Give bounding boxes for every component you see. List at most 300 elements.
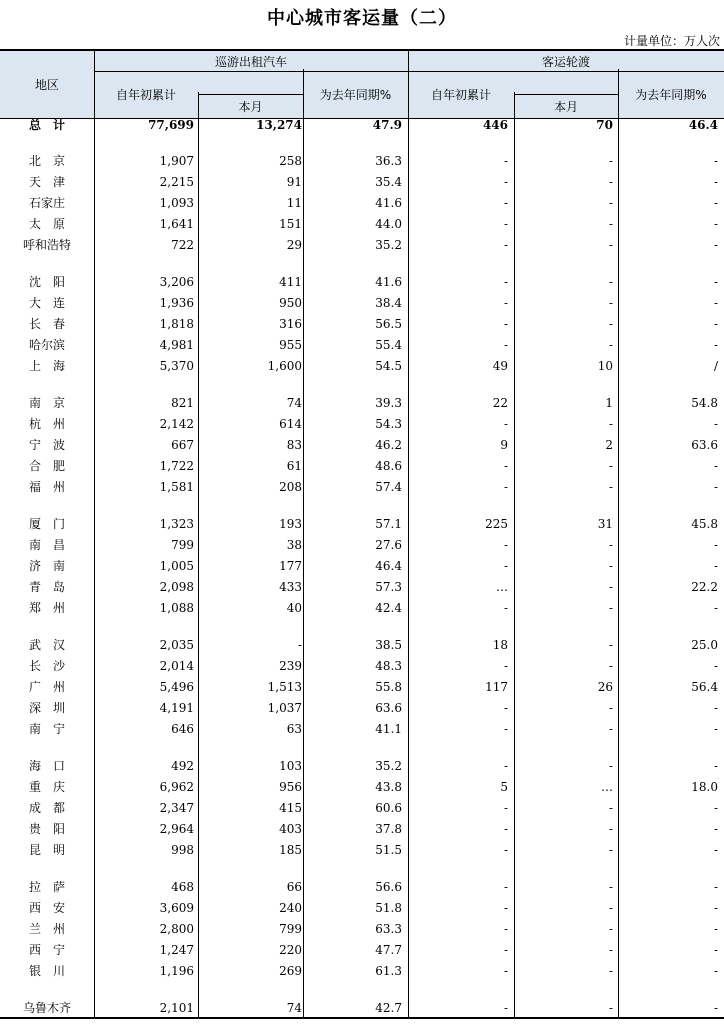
taxi-yoy-cell: 41.6 bbox=[375, 275, 402, 289]
total-row bbox=[0, 115, 724, 136]
taxi-month-cell: 74 bbox=[286, 1001, 302, 1015]
table-row bbox=[0, 898, 724, 919]
taxi-yoy-cell: 46.2 bbox=[375, 438, 402, 452]
row-name: 杭 州 bbox=[28, 417, 65, 431]
header-taxi: 巡游出租汽车 bbox=[214, 54, 287, 69]
taxi-ytd-cell: 2,800 bbox=[159, 922, 194, 936]
taxi-ytd-cell: 2,142 bbox=[159, 417, 194, 431]
ferry-ytd-cell: - bbox=[503, 538, 508, 552]
ferry-ytd-cell: - bbox=[503, 559, 508, 573]
taxi-month-cell: 83 bbox=[286, 438, 302, 452]
row-name: 天 津 bbox=[28, 175, 65, 189]
table-row bbox=[0, 393, 724, 414]
ferry-yoy-cell: / bbox=[713, 359, 718, 373]
ferry-month-cell: - bbox=[608, 901, 613, 915]
ferry-ytd-cell: - bbox=[503, 843, 508, 857]
ferry-month-cell: - bbox=[608, 317, 613, 331]
ferry-ytd-cell: 446 bbox=[482, 118, 508, 132]
ferry-month-cell: - bbox=[608, 538, 613, 552]
taxi-yoy-cell: 63.3 bbox=[375, 922, 402, 936]
taxi-ytd-cell: 1,581 bbox=[159, 480, 194, 494]
taxi-ytd-cell: 2,215 bbox=[159, 175, 194, 189]
taxi-month-cell: 38 bbox=[286, 538, 302, 552]
ferry-ytd-cell: - bbox=[503, 217, 508, 231]
ferry-yoy-cell: - bbox=[713, 722, 718, 736]
ferry-yoy-cell: 46.4 bbox=[688, 118, 718, 132]
ferry-month-cell: 2 bbox=[605, 438, 613, 452]
row-name: 太 原 bbox=[28, 217, 65, 231]
ferry-yoy-cell: - bbox=[713, 417, 718, 431]
ferry-month-cell: - bbox=[608, 154, 613, 168]
ferry-ytd-cell: - bbox=[503, 759, 508, 773]
ferry-month-cell: - bbox=[608, 922, 613, 936]
ferry-yoy-cell: 63.6 bbox=[691, 438, 718, 452]
ferry-yoy-cell: 25.0 bbox=[691, 638, 718, 652]
ferry-ytd-cell: - bbox=[503, 659, 508, 673]
taxi-yoy-cell: 39.3 bbox=[375, 396, 402, 410]
taxi-month-cell: - bbox=[297, 638, 302, 652]
ferry-month-cell: - bbox=[608, 559, 613, 573]
taxi-month-cell: 239 bbox=[279, 659, 302, 673]
taxi-yoy-cell: 57.1 bbox=[375, 517, 402, 531]
taxi-ytd-cell: 3,609 bbox=[159, 901, 194, 915]
ferry-month-cell: - bbox=[608, 722, 613, 736]
table-row bbox=[0, 798, 724, 819]
ferry-ytd-cell: - bbox=[503, 275, 508, 289]
ferry-ytd-cell: - bbox=[503, 417, 508, 431]
table-row bbox=[0, 877, 724, 898]
ferry-yoy-cell: - bbox=[713, 601, 718, 615]
taxi-ytd-cell: 2,035 bbox=[159, 638, 194, 652]
row-name: 青 岛 bbox=[28, 580, 65, 594]
table-row bbox=[0, 719, 724, 740]
taxi-ytd-cell: 492 bbox=[171, 759, 194, 773]
table-row bbox=[0, 293, 724, 314]
taxi-ytd-cell: 1,093 bbox=[159, 196, 194, 210]
table-row bbox=[0, 840, 724, 861]
taxi-ytd-cell: 4,981 bbox=[159, 338, 194, 352]
taxi-month-cell: 258 bbox=[279, 154, 302, 168]
taxi-ytd-cell: 5,370 bbox=[159, 359, 194, 373]
taxi-yoy-cell: 41.6 bbox=[375, 196, 402, 210]
taxi-yoy-cell: 35.4 bbox=[375, 175, 402, 189]
taxi-yoy-cell: 42.7 bbox=[375, 1001, 402, 1015]
row-name: 深 圳 bbox=[28, 701, 65, 715]
ferry-ytd-cell: 117 bbox=[485, 680, 508, 694]
ferry-yoy-cell: - bbox=[713, 1001, 718, 1015]
ferry-month-cell: 10 bbox=[597, 359, 613, 373]
table-row bbox=[0, 698, 724, 719]
ferry-month-cell: - bbox=[608, 175, 613, 189]
taxi-yoy-cell: 55.8 bbox=[375, 680, 402, 694]
taxi-yoy-cell: 56.6 bbox=[375, 880, 402, 894]
table-header bbox=[0, 49, 724, 119]
taxi-yoy-cell: 38.5 bbox=[375, 638, 402, 652]
row-name: 大 连 bbox=[28, 296, 65, 310]
table-row bbox=[0, 335, 724, 356]
table-row bbox=[0, 151, 724, 172]
ferry-month-cell: 26 bbox=[597, 680, 613, 694]
row-name: 厦 门 bbox=[28, 517, 65, 531]
row-name: 石家庄 bbox=[28, 196, 65, 210]
taxi-ytd-cell: 1,088 bbox=[159, 601, 194, 615]
row-name: 广 州 bbox=[28, 680, 65, 694]
table-row bbox=[0, 656, 724, 677]
ferry-yoy-cell: - bbox=[713, 943, 718, 957]
taxi-ytd-cell: 5,496 bbox=[159, 680, 194, 694]
taxi-ytd-cell: 722 bbox=[171, 238, 194, 252]
header-taxi-yoy: 为去年同期% bbox=[319, 87, 392, 102]
table-row bbox=[0, 940, 724, 961]
taxi-ytd-cell: 3,206 bbox=[159, 275, 194, 289]
row-name: 济 南 bbox=[28, 559, 65, 573]
taxi-ytd-cell: 1,907 bbox=[159, 154, 194, 168]
table-row bbox=[0, 514, 724, 535]
row-name: 兰 州 bbox=[28, 922, 65, 936]
ferry-yoy-cell: - bbox=[713, 822, 718, 836]
ferry-ytd-cell: - bbox=[503, 459, 508, 473]
taxi-yoy-cell: 46.4 bbox=[375, 559, 402, 573]
taxi-yoy-cell: 55.4 bbox=[375, 338, 402, 352]
ferry-month-cell: 70 bbox=[596, 118, 613, 132]
taxi-month-cell: 411 bbox=[279, 275, 302, 289]
ferry-month-cell: - bbox=[608, 1001, 613, 1015]
ferry-month-cell: - bbox=[608, 296, 613, 310]
taxi-ytd-cell: 6,962 bbox=[159, 780, 194, 794]
ferry-month-cell: - bbox=[608, 459, 613, 473]
table-row bbox=[0, 756, 724, 777]
row-name: 南 昌 bbox=[28, 538, 65, 552]
taxi-yoy-cell: 36.3 bbox=[375, 154, 402, 168]
ferry-yoy-cell: - bbox=[713, 880, 718, 894]
ferry-month-cell: 1 bbox=[605, 396, 613, 410]
header-divider bbox=[94, 71, 724, 72]
table-row bbox=[0, 998, 724, 1019]
ferry-month-cell: - bbox=[608, 338, 613, 352]
taxi-ytd-cell: 821 bbox=[171, 396, 194, 410]
header-ferry-yoy: 为去年同期% bbox=[635, 87, 707, 102]
table-row bbox=[0, 414, 724, 435]
row-name: 海 口 bbox=[28, 759, 65, 773]
table-row bbox=[0, 172, 724, 193]
row-name: 拉 萨 bbox=[28, 880, 65, 894]
table-row bbox=[0, 235, 724, 256]
row-name: 昆 明 bbox=[28, 843, 65, 857]
table-row bbox=[0, 635, 724, 656]
taxi-yoy-cell: 37.8 bbox=[375, 822, 402, 836]
taxi-month-cell: 208 bbox=[279, 480, 302, 494]
taxi-ytd-cell: 1,247 bbox=[159, 943, 194, 957]
taxi-yoy-cell: 35.2 bbox=[375, 759, 402, 773]
taxi-yoy-cell: 44.0 bbox=[375, 217, 402, 231]
taxi-month-cell: 185 bbox=[279, 843, 302, 857]
ferry-month-cell: - bbox=[608, 196, 613, 210]
ferry-yoy-cell: - bbox=[713, 338, 718, 352]
taxi-ytd-cell: 1,196 bbox=[159, 964, 194, 978]
ferry-month-cell: - bbox=[608, 964, 613, 978]
ferry-month-cell: - bbox=[608, 217, 613, 231]
taxi-yoy-cell: 54.3 bbox=[375, 417, 402, 431]
ferry-yoy-cell: 56.4 bbox=[691, 680, 718, 694]
header-taxi-month: 本月 bbox=[238, 99, 263, 114]
table-bottom-border bbox=[0, 1017, 724, 1019]
taxi-month-cell: 91 bbox=[286, 175, 302, 189]
taxi-yoy-cell: 48.6 bbox=[375, 459, 402, 473]
taxi-ytd-cell: 468 bbox=[171, 880, 194, 894]
taxi-month-cell: 240 bbox=[279, 901, 302, 915]
ferry-yoy-cell: - bbox=[713, 217, 718, 231]
taxi-month-cell: 956 bbox=[279, 780, 302, 794]
ferry-yoy-cell: - bbox=[713, 196, 718, 210]
ferry-ytd-cell: 9 bbox=[500, 438, 508, 452]
taxi-month-cell: 1,513 bbox=[267, 680, 302, 694]
taxi-yoy-cell: 60.6 bbox=[375, 801, 402, 815]
taxi-month-cell: 40 bbox=[286, 601, 302, 615]
taxi-yoy-cell: 43.8 bbox=[375, 780, 402, 794]
table-row bbox=[0, 456, 724, 477]
taxi-ytd-cell: 667 bbox=[171, 438, 194, 452]
ferry-ytd-cell: - bbox=[503, 154, 508, 168]
ferry-yoy-cell: - bbox=[713, 964, 718, 978]
ferry-yoy-cell: - bbox=[713, 538, 718, 552]
ferry-month-cell: - bbox=[608, 659, 613, 673]
taxi-month-cell: 269 bbox=[279, 964, 302, 978]
row-name: 长 沙 bbox=[28, 659, 65, 673]
page-title: 中心城市客运量（二） bbox=[267, 8, 457, 29]
taxi-yoy-cell: 47.7 bbox=[375, 943, 402, 957]
row-name: 呼和浩特 bbox=[22, 238, 71, 252]
row-name: 银 川 bbox=[28, 964, 65, 978]
taxi-yoy-cell: 51.5 bbox=[375, 843, 402, 857]
ferry-month-cell: - bbox=[608, 601, 613, 615]
taxi-ytd-cell: 646 bbox=[171, 722, 194, 736]
row-name: 贵 阳 bbox=[28, 822, 65, 836]
ferry-yoy-cell: - bbox=[713, 701, 718, 715]
ferry-yoy-cell: - bbox=[713, 801, 718, 815]
ferry-ytd-cell: - bbox=[503, 701, 508, 715]
ferry-month-cell: - bbox=[608, 275, 613, 289]
ferry-yoy-cell: - bbox=[713, 317, 718, 331]
table-row bbox=[0, 819, 724, 840]
ferry-month-cell: - bbox=[608, 759, 613, 773]
ferry-month-cell: - bbox=[608, 238, 613, 252]
taxi-month-cell: 177 bbox=[279, 559, 302, 573]
taxi-month-cell: 74 bbox=[286, 396, 302, 410]
taxi-ytd-cell: 2,964 bbox=[159, 822, 194, 836]
table-row bbox=[0, 477, 724, 498]
taxi-yoy-cell: 35.2 bbox=[375, 238, 402, 252]
ferry-month-cell: 31 bbox=[597, 517, 613, 531]
taxi-ytd-cell: 4,191 bbox=[159, 701, 194, 715]
taxi-yoy-cell: 54.5 bbox=[375, 359, 402, 373]
table-row bbox=[0, 272, 724, 293]
row-name: 上 海 bbox=[28, 359, 65, 373]
taxi-month-cell: 316 bbox=[279, 317, 302, 331]
ferry-ytd-cell: … bbox=[496, 580, 508, 594]
table-row bbox=[0, 919, 724, 940]
taxi-month-cell: 11 bbox=[286, 196, 302, 210]
table-row bbox=[0, 535, 724, 556]
ferry-ytd-cell: - bbox=[503, 801, 508, 815]
taxi-yoy-cell: 51.8 bbox=[375, 901, 402, 915]
ferry-month-cell: - bbox=[608, 943, 613, 957]
taxi-yoy-cell: 27.6 bbox=[375, 538, 402, 552]
row-name: 合 肥 bbox=[28, 459, 65, 473]
ferry-yoy-cell: - bbox=[713, 154, 718, 168]
taxi-ytd-cell: 998 bbox=[171, 843, 194, 857]
ferry-month-cell: - bbox=[608, 417, 613, 431]
ferry-ytd-cell: - bbox=[503, 601, 508, 615]
ferry-yoy-cell: 45.8 bbox=[691, 517, 718, 531]
taxi-month-cell: 220 bbox=[279, 943, 302, 957]
row-name: 南 宁 bbox=[28, 722, 65, 736]
ferry-yoy-cell: - bbox=[713, 759, 718, 773]
ferry-ytd-cell: - bbox=[503, 196, 508, 210]
taxi-month-cell: 13,274 bbox=[256, 118, 302, 132]
row-name: 武 汉 bbox=[28, 638, 65, 652]
ferry-ytd-cell: - bbox=[503, 238, 508, 252]
ferry-yoy-cell: - bbox=[713, 175, 718, 189]
taxi-ytd-cell: 1,722 bbox=[159, 459, 194, 473]
ferry-month-cell: - bbox=[608, 843, 613, 857]
ferry-month-cell: - bbox=[608, 480, 613, 494]
ferry-ytd-cell: - bbox=[503, 880, 508, 894]
ferry-yoy-cell: - bbox=[713, 296, 718, 310]
ferry-ytd-cell: - bbox=[503, 722, 508, 736]
ferry-month-cell: - bbox=[608, 801, 613, 815]
row-name: 哈尔滨 bbox=[28, 338, 65, 352]
ferry-month-cell: - bbox=[608, 701, 613, 715]
ferry-yoy-cell: 18.0 bbox=[691, 780, 718, 794]
table-row bbox=[0, 314, 724, 335]
ferry-ytd-cell: - bbox=[503, 296, 508, 310]
ferry-ytd-cell: - bbox=[503, 901, 508, 915]
ferry-ytd-cell: 5 bbox=[500, 780, 508, 794]
table-row bbox=[0, 356, 724, 377]
row-name: 西 宁 bbox=[28, 943, 65, 957]
ferry-month-cell: - bbox=[608, 638, 613, 652]
header-ferry-month: 本月 bbox=[553, 99, 578, 114]
ferry-yoy-cell: - bbox=[713, 559, 718, 573]
ferry-yoy-cell: - bbox=[713, 843, 718, 857]
taxi-yoy-cell: 48.3 bbox=[375, 659, 402, 673]
table-row bbox=[0, 435, 724, 456]
ferry-ytd-cell: - bbox=[503, 338, 508, 352]
header-divider bbox=[198, 94, 303, 95]
header-divider bbox=[514, 94, 618, 95]
ferry-ytd-cell: - bbox=[503, 480, 508, 494]
taxi-month-cell: 63 bbox=[286, 722, 302, 736]
taxi-month-cell: 1,600 bbox=[267, 359, 302, 373]
row-name: 沈 阳 bbox=[28, 275, 65, 289]
taxi-yoy-cell: 63.6 bbox=[375, 701, 402, 715]
header-taxi-ytd: 自年初累计 bbox=[115, 87, 176, 102]
taxi-yoy-cell: 41.1 bbox=[375, 722, 402, 736]
taxi-ytd-cell: 2,101 bbox=[159, 1001, 194, 1015]
ferry-ytd-cell: - bbox=[503, 1001, 508, 1015]
table-row bbox=[0, 214, 724, 235]
taxi-month-cell: 433 bbox=[279, 580, 302, 594]
ferry-ytd-cell: 22 bbox=[492, 396, 508, 410]
header-region: 地区 bbox=[34, 77, 59, 92]
taxi-month-cell: 614 bbox=[279, 417, 302, 431]
taxi-ytd-cell: 1,005 bbox=[159, 559, 194, 573]
table-row bbox=[0, 193, 724, 214]
ferry-yoy-cell: - bbox=[713, 459, 718, 473]
row-name: 南 京 bbox=[28, 396, 65, 410]
ferry-ytd-cell: 225 bbox=[485, 517, 508, 531]
unit-label: 计量单位：万人次 bbox=[623, 34, 720, 48]
ferry-ytd-cell: - bbox=[503, 964, 508, 978]
taxi-yoy-cell: 57.3 bbox=[375, 580, 402, 594]
taxi-ytd-cell: 77,699 bbox=[148, 118, 194, 132]
taxi-yoy-cell: 47.9 bbox=[372, 118, 402, 132]
taxi-month-cell: 66 bbox=[286, 880, 302, 894]
row-name: 西 安 bbox=[28, 901, 65, 915]
taxi-ytd-cell: 2,014 bbox=[159, 659, 194, 673]
row-name: 成 都 bbox=[28, 801, 65, 815]
ferry-yoy-cell: - bbox=[713, 922, 718, 936]
taxi-month-cell: 151 bbox=[279, 217, 302, 231]
ferry-ytd-cell: - bbox=[503, 822, 508, 836]
ferry-yoy-cell: - bbox=[713, 480, 718, 494]
table-row bbox=[0, 777, 724, 798]
ferry-yoy-cell: - bbox=[713, 238, 718, 252]
ferry-yoy-cell: 54.8 bbox=[691, 396, 718, 410]
row-name: 郑 州 bbox=[28, 601, 65, 615]
taxi-ytd-cell: 2,098 bbox=[159, 580, 194, 594]
header-ferry-ytd: 自年初累计 bbox=[430, 87, 491, 102]
row-name: 重 庆 bbox=[28, 780, 65, 794]
row-name: 长 春 bbox=[28, 317, 65, 331]
taxi-month-cell: 403 bbox=[279, 822, 302, 836]
ferry-month-cell: … bbox=[601, 780, 613, 794]
taxi-month-cell: 950 bbox=[279, 296, 302, 310]
taxi-ytd-cell: 799 bbox=[171, 538, 194, 552]
taxi-month-cell: 799 bbox=[279, 922, 302, 936]
table-row bbox=[0, 577, 724, 598]
taxi-ytd-cell: 1,818 bbox=[159, 317, 194, 331]
taxi-month-cell: 29 bbox=[286, 238, 302, 252]
ferry-month-cell: - bbox=[608, 822, 613, 836]
taxi-month-cell: 1,037 bbox=[267, 701, 302, 715]
taxi-ytd-cell: 1,323 bbox=[159, 517, 194, 531]
table-row bbox=[0, 598, 724, 619]
row-name: 乌鲁木齐 bbox=[22, 1001, 71, 1015]
table-row bbox=[0, 961, 724, 982]
taxi-month-cell: 193 bbox=[279, 517, 302, 531]
taxi-ytd-cell: 1,641 bbox=[159, 217, 194, 231]
taxi-month-cell: 415 bbox=[279, 801, 302, 815]
ferry-yoy-cell: 22.2 bbox=[691, 580, 718, 594]
ferry-month-cell: - bbox=[608, 880, 613, 894]
taxi-month-cell: 955 bbox=[279, 338, 302, 352]
row-name: 总 计 bbox=[28, 118, 65, 132]
ferry-ytd-cell: - bbox=[503, 317, 508, 331]
ferry-yoy-cell: - bbox=[713, 901, 718, 915]
taxi-ytd-cell: 1,936 bbox=[159, 296, 194, 310]
ferry-ytd-cell: - bbox=[503, 922, 508, 936]
table-row bbox=[0, 677, 724, 698]
taxi-yoy-cell: 56.5 bbox=[375, 317, 402, 331]
taxi-yoy-cell: 57.4 bbox=[375, 480, 402, 494]
row-name: 宁 波 bbox=[28, 438, 65, 452]
row-name: 福 州 bbox=[28, 480, 65, 494]
ferry-ytd-cell: 18 bbox=[492, 638, 508, 652]
taxi-yoy-cell: 42.4 bbox=[375, 601, 402, 615]
taxi-month-cell: 61 bbox=[286, 459, 302, 473]
header-ferry: 客运轮渡 bbox=[541, 54, 590, 69]
